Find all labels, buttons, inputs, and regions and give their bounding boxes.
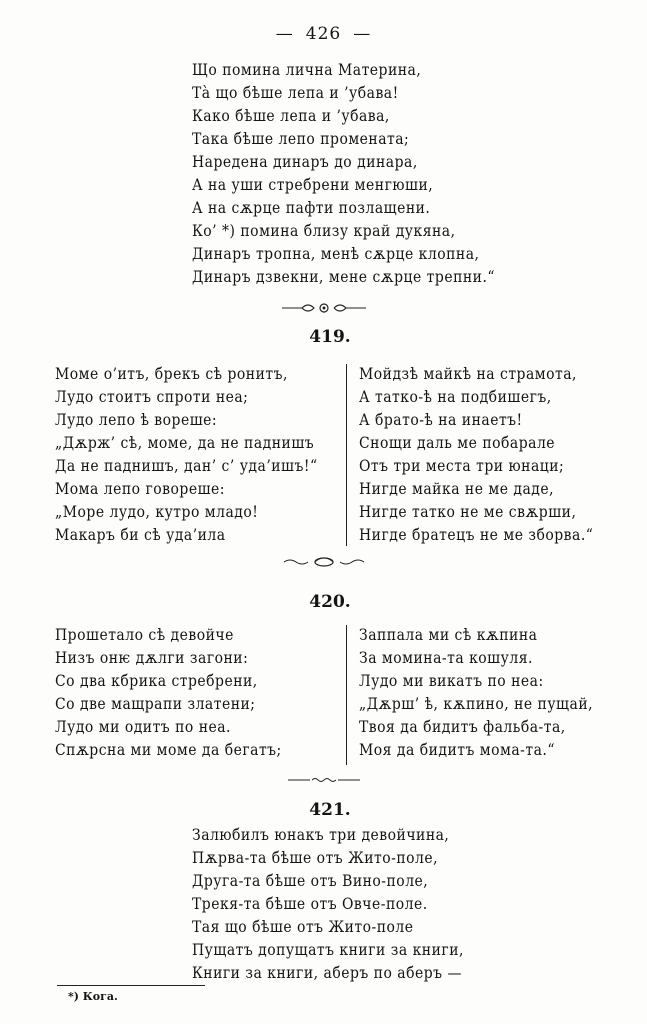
poem-420-right-column (359, 624, 593, 762)
verse-line: А на уши стребрени менгюши, (192, 176, 434, 194)
ornament-divider-small (0, 769, 647, 788)
verse-line: Снощи даль ме побарале (359, 434, 556, 452)
verse-line: „Дѫрш’ ѣ, кѫпино, не пущай, (359, 695, 594, 713)
flourish-icon (284, 556, 364, 568)
page-number (0, 24, 647, 44)
verse-line: Макаръ би сѣ уда’ила (55, 526, 226, 544)
poem-418-ending (192, 59, 495, 289)
verse-line: Динаръ тропна, менѣ сѫрце клопна, (192, 245, 480, 263)
verse-line: Тая що бѣше отъ Жито-поле (192, 918, 414, 936)
footnote: *) Кога. (68, 990, 118, 1003)
verse-line: Лудо стоитъ спроти неа; (55, 388, 249, 406)
verse-line: Моме о’итъ, брекъ сѣ ронитъ, (55, 365, 288, 383)
poem-number-420: 420. (309, 592, 351, 612)
poem-number-421: 421. (309, 800, 351, 820)
verse-line: Що помина лична Материна, (192, 61, 422, 79)
verse-line: Твоя да бидитъ фальба-та, (359, 718, 566, 736)
verse-line: Моя да бидитъ мома-та.“ (359, 741, 555, 759)
verse-line: Низъ онѥ дѫлги загони: (55, 649, 249, 667)
poem-419-right-column (359, 363, 593, 547)
page-number-value: 426 (305, 24, 342, 44)
poem-420-left-column (55, 624, 282, 762)
verse-line: Лудо ми одитъ по неа. (55, 718, 231, 736)
verse-line: Да не паднишъ, дан’ с’ уда’ишъ!“ (55, 457, 318, 475)
verse-line: Тà що бѣше лепа и ’убава! (192, 84, 399, 102)
footnote-rule (57, 985, 205, 986)
verse-line: Како бѣше лепа и ’убава, (192, 107, 390, 125)
poem-number-419: 419. (309, 327, 351, 347)
verse-line: Динаръ дзвекни, мене сѫрце трепни.“ (192, 268, 496, 286)
column-divider (346, 364, 347, 546)
verse-line: Нигде братецъ не ме зборва.“ (359, 526, 594, 544)
flourish-icon (288, 776, 360, 784)
verse-line: „Дѫрж’ сѣ, моме, да не паднишъ (55, 434, 315, 452)
verse-line: Лудо ми викатъ по неа: (359, 672, 544, 690)
verse-line: Лудо лепо ѣ вореше: (55, 411, 218, 429)
verse-line: Ко’ *) помина близу край дукяна, (192, 222, 456, 240)
verse-line: Со два кбрика стребрени, (55, 672, 258, 690)
verse-line: Друга-та бѣше отъ Вино-поле, (192, 872, 429, 890)
verse-line: Мойдзѣ майкѣ на страмота, (359, 365, 577, 383)
verse-line: Спѫрсна ми моме да бегатъ; (55, 741, 282, 759)
verse-line: А на сѫрце пафти позлащени. (192, 199, 431, 217)
verse-line: Нигде татко не ме свѫрши, (359, 503, 577, 521)
poem-421-stanza (192, 824, 464, 985)
verse-line: А татко-ѣ на подбишегъ, (359, 388, 552, 406)
dash-right: — (353, 24, 372, 44)
dash-left: — (275, 24, 294, 44)
column-divider (346, 625, 347, 765)
verse-line: Пущатъ допущатъ книги за книги, (192, 941, 464, 959)
verse-line: Отъ три места три юнаци; (359, 457, 565, 475)
ornament-divider (0, 553, 647, 572)
verse-line: Трекя-та бѣше отъ Овче-поле. (192, 895, 428, 913)
poem-419-left-column (55, 363, 318, 547)
verse-line: Пѫрва-та бѣше отъ Жито-поле, (192, 849, 439, 867)
verse-line: Така бѣше лепо промената; (192, 130, 410, 148)
verse-line: За момина-та кошуля. (359, 649, 533, 667)
verse-line: Заппала ми сѣ кѫпина (359, 626, 538, 644)
verse-line: Прошетало сѣ девойче (55, 626, 234, 644)
verse-line: Книги за книги, аберъ по аберъ — (192, 964, 462, 982)
verse-line: Наредена динаръ до динара, (192, 153, 418, 171)
verse-line: „Море лудо, кутро младо! (55, 503, 259, 521)
verse-line: Со две мащрапи златени; (55, 695, 256, 713)
verse-line: Мома лепо говореше: (55, 480, 226, 498)
ornament-divider (0, 300, 647, 319)
flourish-icon (282, 301, 366, 315)
verse-line: Нигде майка не ме даде, (359, 480, 555, 498)
verse-line: Залюбилъ юнакъ три девойчина, (192, 826, 450, 844)
verse-line: А брато-ѣ на инаетъ! (359, 411, 523, 429)
